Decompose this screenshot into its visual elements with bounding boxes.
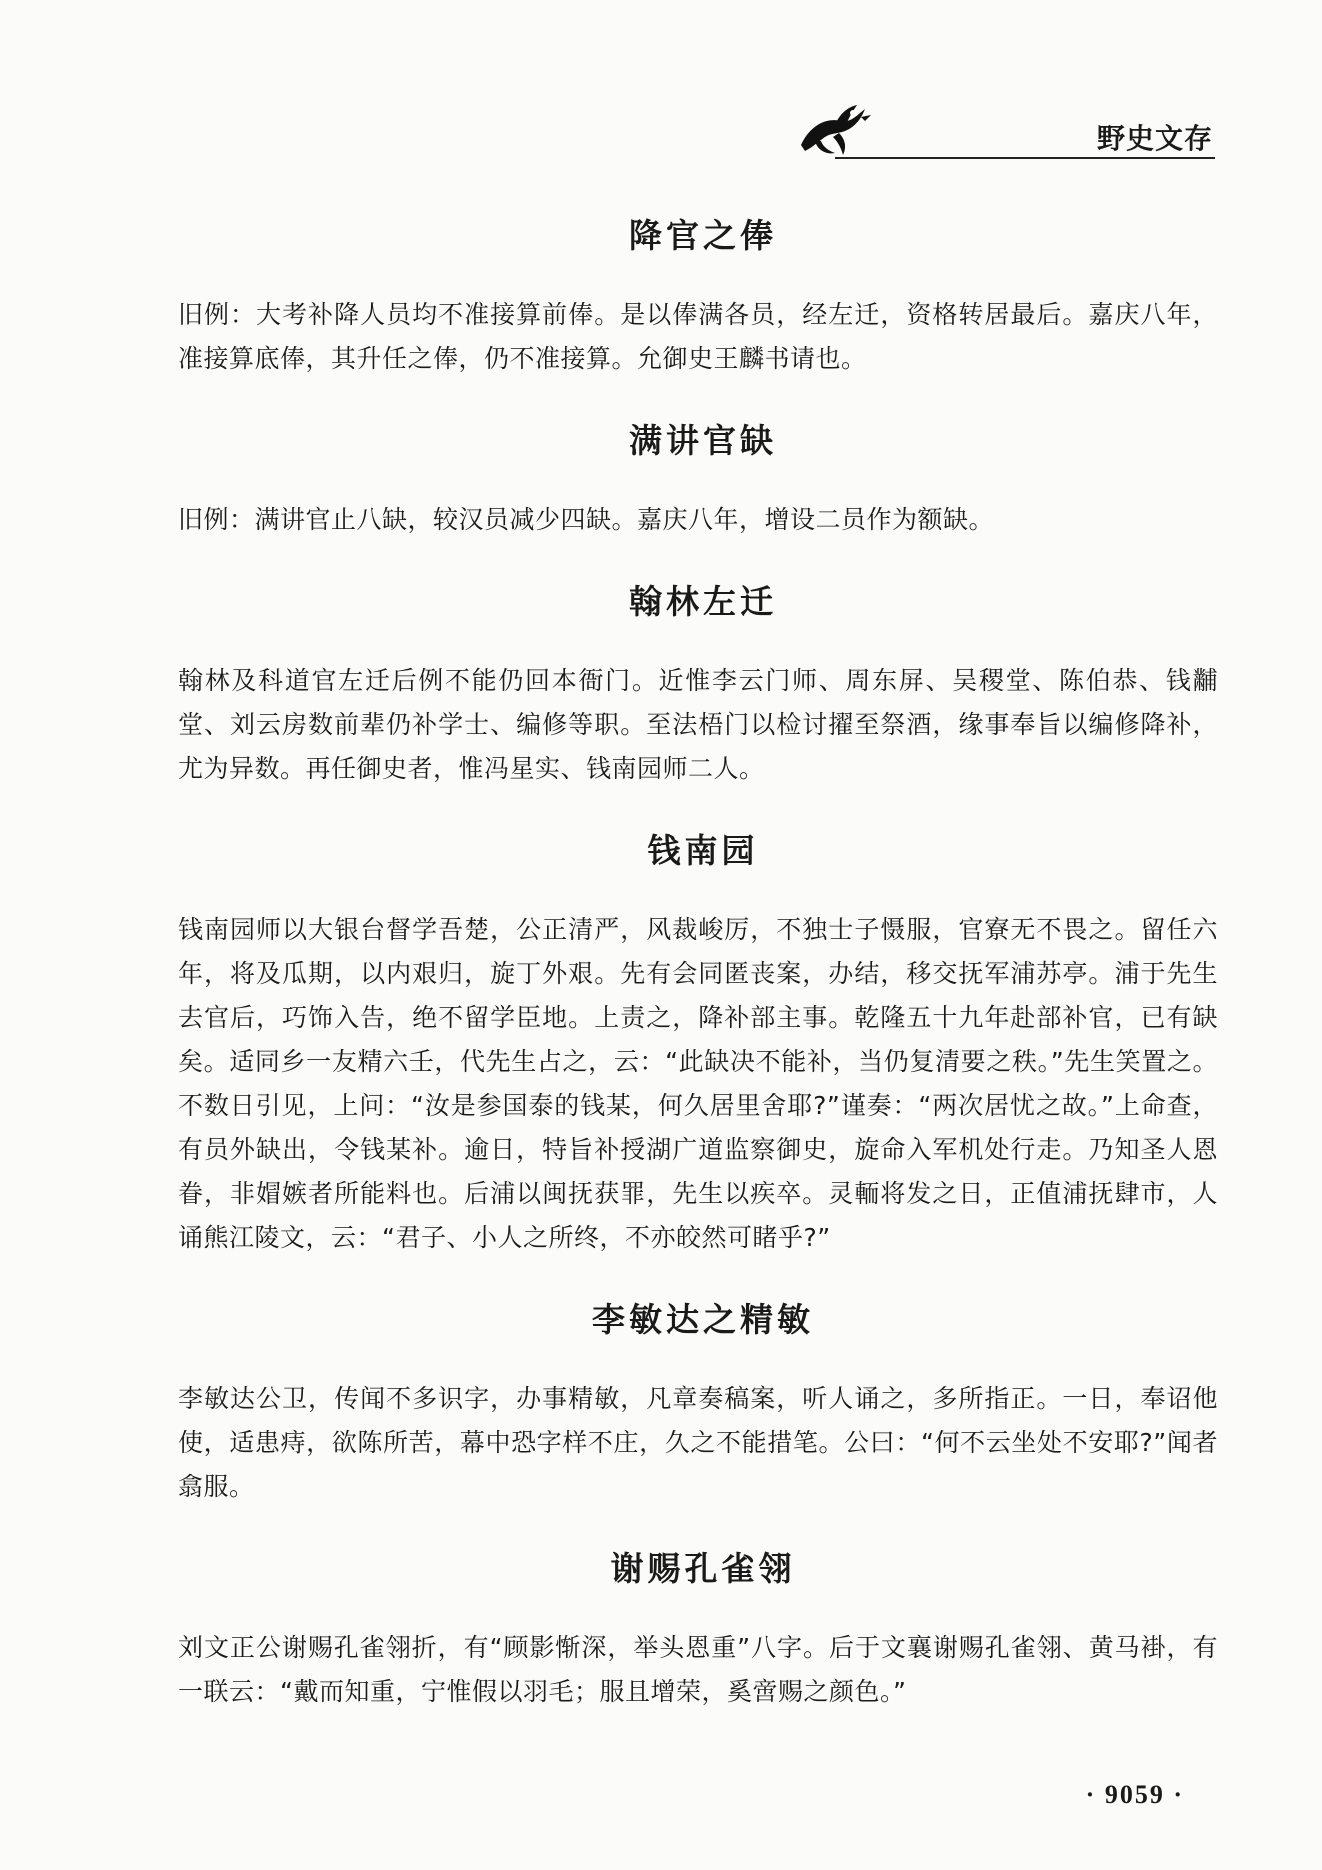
section-body: 李敏达公卫，传闻不多识字，办事精敏，凡章奏稿案，听人诵之，多所指正。一日，奉诏他使，适患痔，欲陈所苦，幕中恐字样不庄，久之不能措笔。公曰：“何不云坐处不安耶?”闻者翕服。 xyxy=(178,1384,1218,1501)
section xyxy=(178,576,1218,791)
section-body: 旧例：大考补降人员均不准接算前俸。是以俸满各员，经左迁，资格转居最后。嘉庆八年，准接算底俸，其升任之俸，仍不准接算。允御史王麟书请也。 xyxy=(178,300,1218,373)
section-body: 翰林及科道官左迁后例不能仍回本衙门。近惟李云门师、周东屏、吴稷堂、陈伯恭、钱黼堂、刘云房数前辈仍补学士、编修等职。至法梧门以检讨擢至祭酒，缘事奉旨以编修降补，尤为异数。再任御史者，惟冯星实、钱南园师二人。 xyxy=(178,666,1218,783)
header-rule xyxy=(835,157,1215,159)
page-number: · 9059 · xyxy=(1085,1780,1184,1809)
section-body: 旧例：满讲官止八缺，较汉员减少四缺。嘉庆八年，增设二员作为额缺。 xyxy=(178,505,995,534)
section xyxy=(178,1294,1218,1509)
page-header xyxy=(795,95,1215,165)
section xyxy=(178,1543,1218,1714)
section-title: 翰林左迁 xyxy=(629,582,777,621)
section-title: 李敏达之精敏 xyxy=(592,1300,814,1339)
section xyxy=(178,210,1218,381)
section-title: 谢赐孔雀翎 xyxy=(610,1549,796,1588)
section-title: 降官之俸 xyxy=(629,216,777,255)
series-title: 野史文存 xyxy=(1096,122,1213,155)
section xyxy=(178,825,1218,1260)
section-body: 钱南园师以大银台督学吾楚，公正清严，风裁峻厉，不独士子慑服，官寮无不畏之。留任六年，将及瓜期，以内艰归，旋丁外艰。先有会同匿丧案，办结，移交抚军浦苏亭。浦于先生去官后，巧饰入告，绝不留学臣地。上责之，降补部主事。乾隆五十九年赴部补官，已有缺矣。适同乡一友精六壬，代先生占之，云：“此缺决不能补，当仍复清要之秩。”先生笑置之。不数日引见，上问：“汝是参国泰的钱某，何久居里舍耶?”谨奏：“两次居忧之故。”上命查，有员外缺出，令钱某补。逾日，特旨补授湖广道监察御史，旋命入军机处行走。乃知圣人恩眷，非媢嫉者所能料也。后浦以闽抚获罪，先生以疾卒。灵輀将发之日，正值浦抚肆市，人诵熊江陵文，云：“君子、小人之所终，不亦皎然可睹乎?” xyxy=(178,915,1218,1252)
dragon-emblem-icon xyxy=(795,97,873,159)
section xyxy=(178,415,1218,542)
page-content xyxy=(178,210,1218,1748)
section-title: 满讲官缺 xyxy=(629,421,777,460)
section-title: 钱南园 xyxy=(647,831,759,870)
section-body: 刘文正公谢赐孔雀翎折，有“顾影惭深，举头恩重”八字。后于文襄谢赐孔雀翎、黄马褂，有一联云：“戴而知重，宁惟假以羽毛；服且增荣，奚啻赐之颜色。” xyxy=(178,1633,1218,1706)
